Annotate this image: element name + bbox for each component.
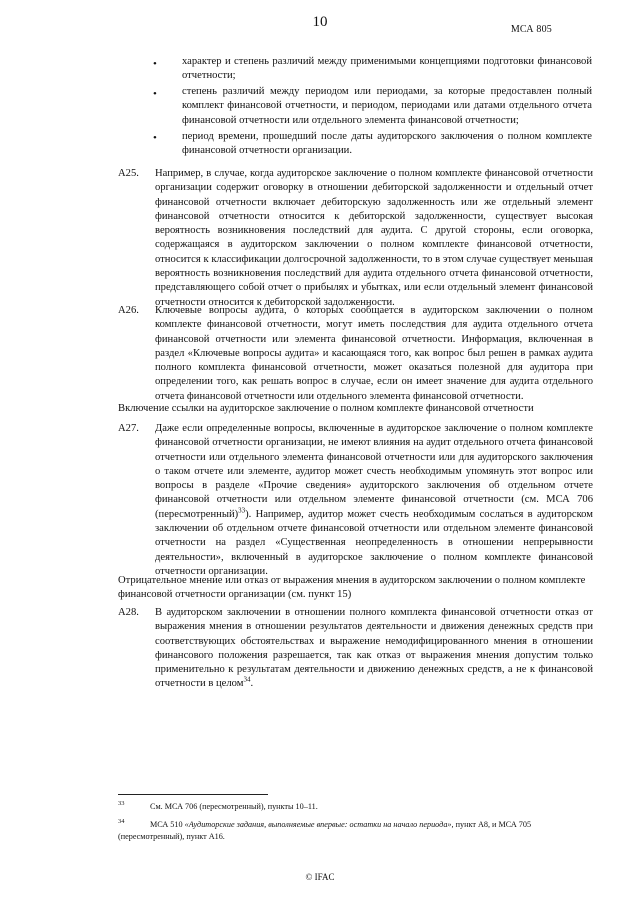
footnote-34-text-a: МСА 510	[150, 820, 185, 829]
paragraph-a26: Ключевые вопросы аудита, о которых сообщается в аудиторском заключении о полном комплекте финансовой отчетности, могут иметь последствия для аудита отдельного отчета финансовой отчетности или элемента финансовой отчетности. Информация, включенная в раздел «Ключевые вопросы аудита» и касающаяся того, как вопрос был решен в рамках аудита полного комплекта финансовой отчетности, может оказаться полезной для аудитора при определении того, как решать вопрос в случае, если он имеет значение для аудита отдельного отчета финансовой отчетности или отдельного элемента финансовой отчетности.	[155, 305, 593, 402]
footnote-33: См. МСА 706 (пересмотренный), пункты 10–11.	[150, 802, 318, 811]
footnote-34	[118, 819, 594, 843]
bullet-item-3: период времени, прошедший после даты аудиторского заключения о полном комплекте финансовой отчетности организации.	[182, 131, 592, 157]
paragraph-label-a26: A26.	[118, 305, 139, 316]
paragraph-a27	[155, 422, 593, 579]
paragraph-a28	[155, 606, 593, 692]
paragraph-label-a25: A25.	[118, 168, 139, 179]
paragraph-a27-text: Даже если определенные вопросы, включенные в аудиторское заключение о полном комплекте финансовой отчетности организации, не имеют влияния на аудит отдельного отчета финансовой отчетности или отдельного элемента финансовой отчетности или для аудиторского заключения о таком отчете или элементе, аудитор может счесть необходимым упомянуть этот вопрос или вопросы в разделе «Прочие сведения» аудиторского заключения об отдельном отчете финансовой отчетности или отдельном элементе финансовой отчетности (см. МСА 706 (пересмотренный)	[155, 423, 593, 520]
bullet-item-1: характер и степень различий между применимыми концепциями подготовки финансовой отчетности;	[182, 56, 592, 82]
copyright-footer: © IFAC	[305, 872, 335, 882]
page-number: 10	[312, 14, 328, 30]
standard-code: МСА 805	[510, 24, 552, 35]
section-heading-adverse-opinion: Отрицательное мнение или отказ от выражения мнения в аудиторском заключении о полном комплекте финансовой отчетности организации (см. пункт 15)	[118, 575, 586, 601]
footnote-number-33: 33	[118, 800, 125, 807]
footnote-ref-34: 34	[243, 675, 251, 684]
footnote-ref-33: 33	[238, 506, 246, 515]
footnote-number-34: 34	[118, 818, 125, 825]
section-heading-reference: Включение ссылки на аудиторское заключение о полном комплекте финансовой отчетности	[118, 403, 534, 414]
paragraph-label-a27: A27.	[118, 423, 139, 434]
paragraph-label-a28: A28.	[118, 607, 139, 618]
footnote-separator	[118, 794, 268, 795]
paragraph-a28-end: .	[250, 678, 254, 690]
paragraph-a27-text-cont: ). Например, аудитор может счесть необходимым сослаться в аудиторском заключении об отдельном отчете финансовой отчетности или отдельном элементе финансовой отчетности на раздел «Существенная неопределенность в отношении непрерывности деятельности», включенный в аудиторское заключение о полном комплекте финансовой отчетности организации.	[155, 508, 593, 577]
paragraph-a25: Например, в случае, когда аудиторское заключение о полном комплекте финансовой отчетности организации содержит оговорку в отношении дебиторской задолженности и отдельный отчет финансовой отчетности включает дебиторскую задолженность или же отдельный элемент финансовой отчетности относится к дебиторской задолженности, существует высокая вероятность возникновения последствий для аудита. С другой стороны, если оговорка, содержащаяся в аудиторском заключении о полном комплекте финансовой отчетности, относится к классификации долгосрочной задолженности, то в этом случае существует меньшая вероятность возникновения последствий для аудита отдельного отчета финансовой отчетности, представляющего собой отчет о прибылях и убытках, или если отдельный элемент финансовой отчетности относится к дебиторской задолженности.	[155, 168, 593, 308]
bullet-item-2: степень различий между периодом или периодами, за которые предоставлен полный комплект финансовой отчетности, и периодом, периодами или датами отдельного отчета финансовой отчетности или отдельного элемента финансовой отчетности;	[182, 86, 592, 126]
footnote-34-title: «Аудиторские задания, выполняемые впервые: остатки на начало периода»	[184, 820, 452, 829]
footnote-34-text-b: , пункт А8, и МСА 705 (пересмотренный), пункт А16.	[118, 820, 532, 841]
paragraph-a28-text: В аудиторском заключении в отношении полного комплекта финансовой отчетности отказ от выражения мнения в отношении результатов деятельности и движения денежных средств при соответствующих обстоятельствах и выражение немодифицированного мнения в отношении финансового положения разрешается, так как отказ от выражения мнения допустим только применительно к результатам деятельности и движению денежных средств, а не к финансовой отчетности в целом	[155, 607, 593, 690]
